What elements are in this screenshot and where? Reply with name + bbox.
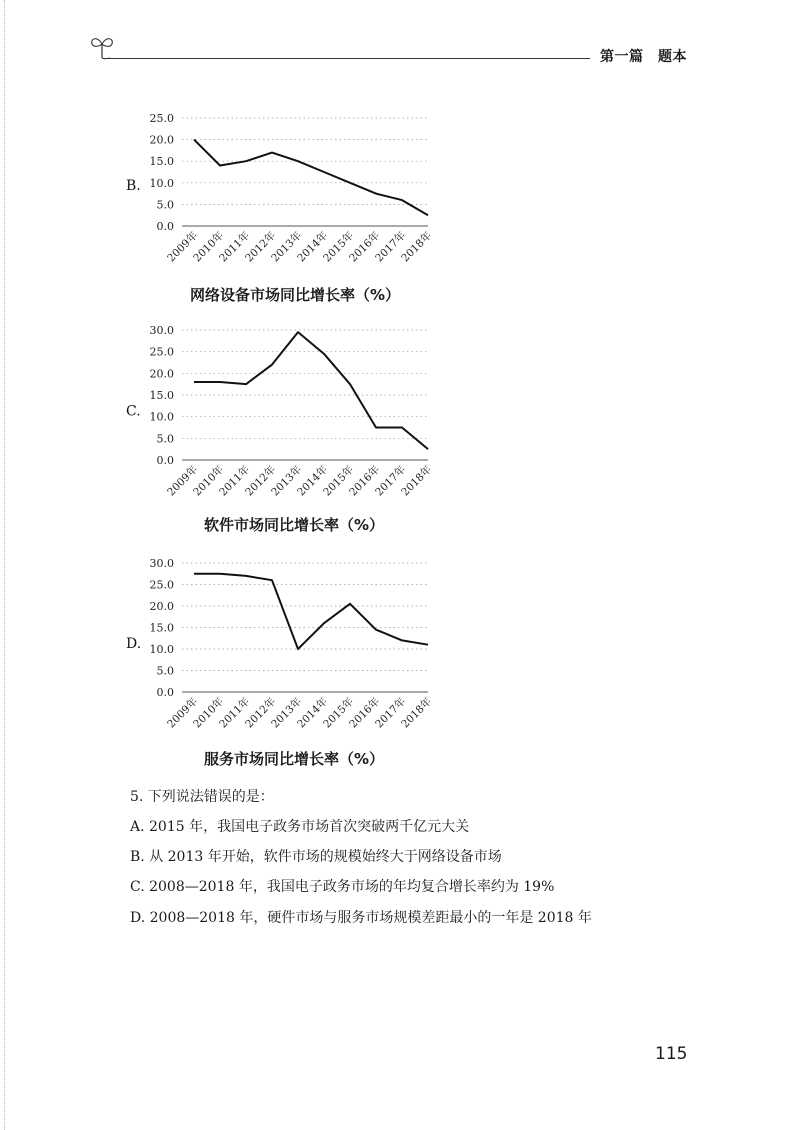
x-tick-label: 2011年 [217,463,253,499]
option-label: D. [126,635,142,652]
y-tick-label: 10.0 [149,410,174,424]
x-tick-label: 2009年 [165,695,201,731]
x-tick-label: 2010年 [191,695,227,731]
x-tick-label: 2015年 [321,463,357,499]
x-tick-label: 2012年 [243,229,279,265]
y-tick-label: 30.0 [149,557,174,570]
y-tick-label: 15.0 [149,155,174,169]
y-tick-label: 25.0 [149,345,174,359]
x-tick-label: 2017年 [373,463,409,499]
x-tick-label: 2017年 [373,695,409,731]
x-tick-label: 2012年 [243,695,279,731]
y-tick-label: 5.0 [156,198,174,212]
chart-svg [120,553,440,743]
section-title: 第一篇 题本 [600,49,687,65]
y-tick-label: 20.0 [149,133,174,147]
page-number: 115 [655,1044,688,1064]
x-tick-label: 2017年 [373,229,409,265]
y-tick-label: 15.0 [149,621,174,635]
chart-caption: 网络设备市场同比增长率（%） [190,286,401,304]
x-tick-label: 2011年 [217,229,253,265]
x-tick-label: 2016年 [347,463,383,499]
chart-services [120,553,440,743]
x-tick-label: 2010年 [191,229,227,265]
margin-guide [4,0,5,1130]
x-tick-label: 2009年 [165,463,201,499]
y-tick-label: 5.0 [156,664,174,678]
chart-caption: 软件市场同比增长率（%） [204,516,385,534]
chart-network-equipment [120,108,440,278]
x-tick-label: 2009年 [165,229,201,265]
sprout-icon [88,34,116,60]
series-line [194,332,428,449]
y-tick-label: 25.0 [149,578,174,592]
option-d: D. 2008—2018 年，硬件市场与服务市场规模差距最小的一年是 2018 年 [130,910,592,926]
series-line [194,574,428,649]
question-stem: 5. 下列说法错误的是： [130,789,274,805]
x-tick-label: 2015年 [321,695,357,731]
x-tick-label: 2015年 [321,229,357,265]
y-tick-label: 20.0 [149,367,174,381]
y-tick-label: 10.0 [149,176,174,190]
y-tick-label: 0.0 [156,686,174,699]
chart-software [120,320,440,510]
x-tick-label: 2010年 [191,463,227,499]
x-tick-label: 2018年 [399,463,435,499]
option-a: A. 2015 年，我国电子政务市场首次突破两千亿元大关 [130,819,470,835]
y-tick-label: 30.0 [149,324,174,337]
y-tick-label: 25.0 [149,112,174,125]
y-tick-label: 0.0 [156,220,174,233]
x-tick-label: 2014年 [295,463,331,499]
option-b: B. 从 2013 年开始，软件市场的规模始终大于网络设备市场 [130,849,502,865]
x-tick-label: 2016年 [347,229,383,265]
chart-svg [120,320,440,510]
y-tick-label: 15.0 [149,389,174,402]
x-tick-label: 2012年 [243,463,279,499]
series-line [194,140,428,216]
x-tick-label: 2013年 [269,463,305,499]
y-tick-label: 0.0 [156,454,174,467]
chart-caption: 服务市场同比增长率（%） [204,750,385,768]
y-tick-label: 5.0 [156,432,174,446]
y-tick-label: 20.0 [149,600,174,613]
header-rule [108,58,590,59]
option-label: C. [126,403,141,420]
x-tick-label: 2018年 [399,229,435,265]
x-tick-label: 2013年 [269,695,305,731]
x-tick-label: 2014年 [295,229,331,265]
y-tick-label: 10.0 [149,643,174,656]
chart-svg [120,108,440,278]
x-tick-label: 2014年 [295,695,331,731]
x-tick-label: 2011年 [217,695,253,731]
option-label: B. [126,177,141,194]
x-tick-label: 2013年 [269,229,305,265]
x-tick-label: 2018年 [399,695,435,731]
x-tick-label: 2016年 [347,695,383,731]
option-c: C. 2008—2018 年，我国电子政务市场的年均复合增长率约为 19% [130,879,555,895]
